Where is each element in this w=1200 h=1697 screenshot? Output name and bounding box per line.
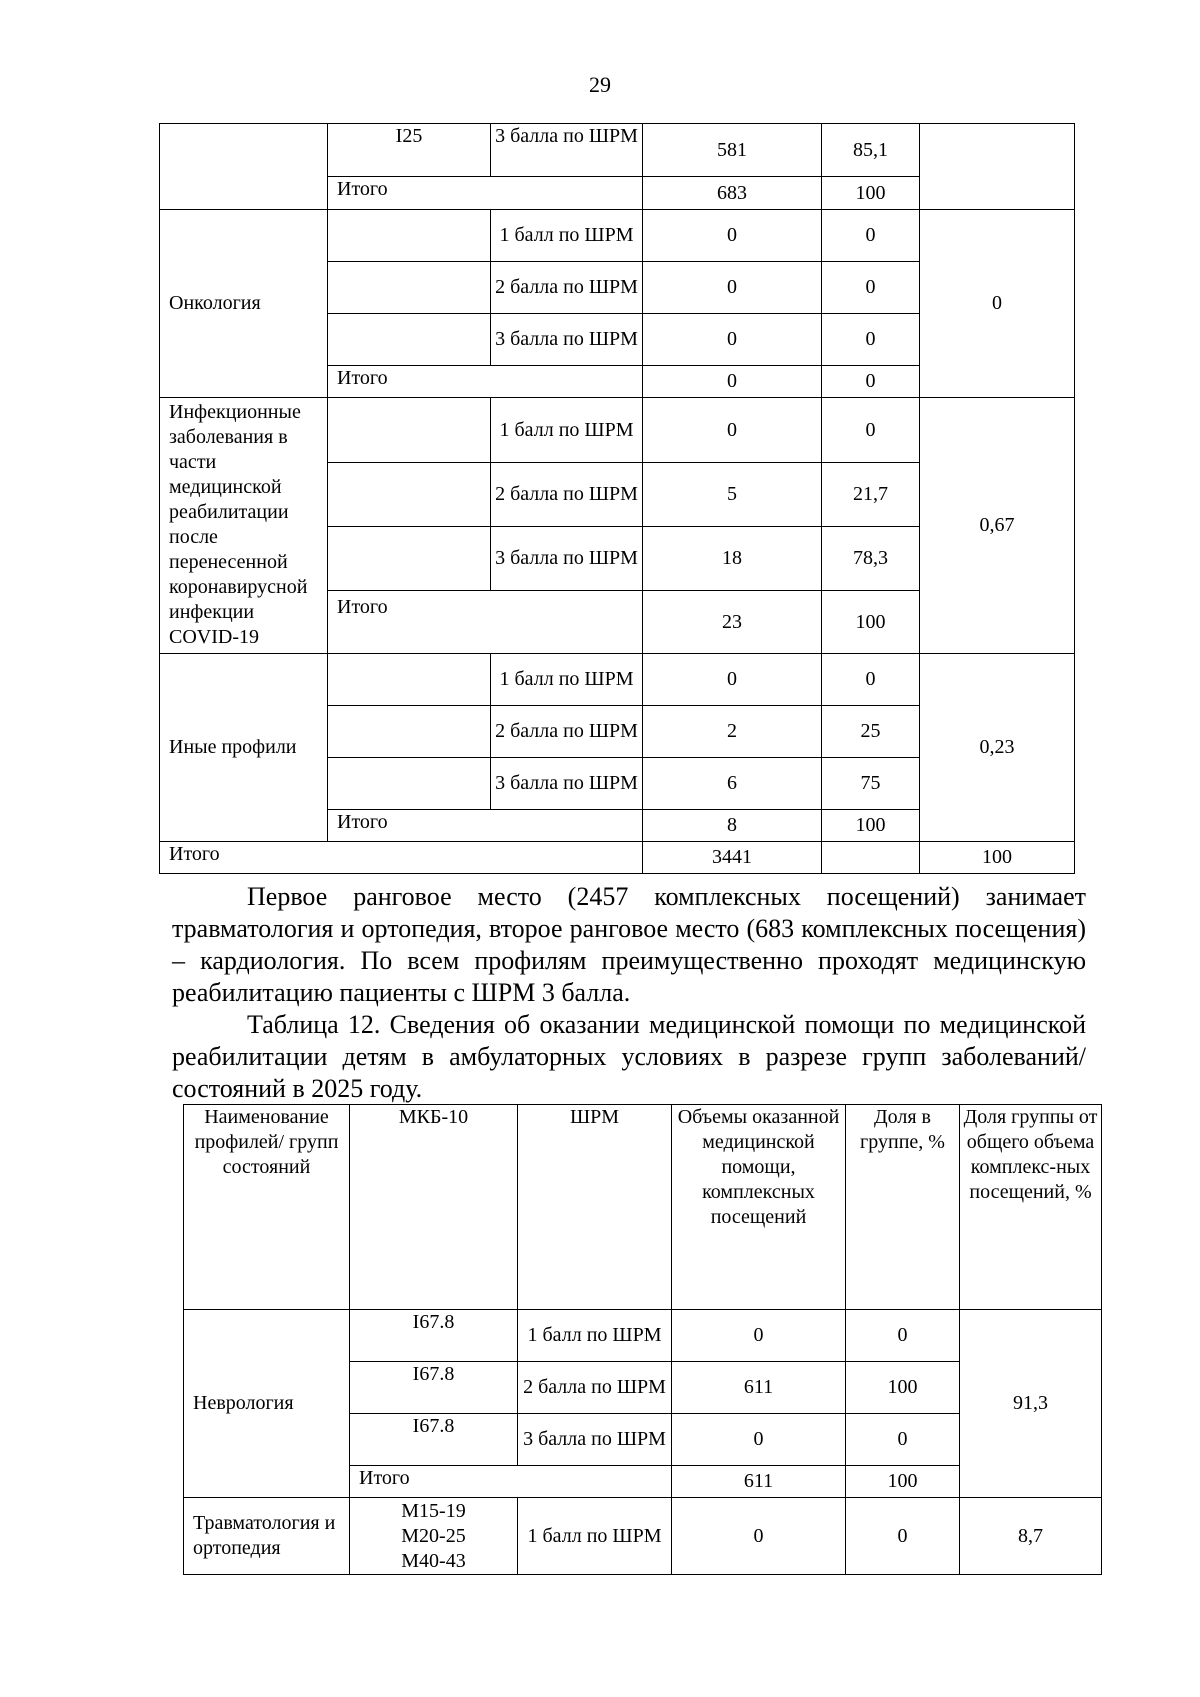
subtotal-volume: 23: [643, 591, 822, 654]
volume-cell: 0: [672, 1498, 846, 1575]
shrm-cell: 3 балла по ШРМ: [491, 124, 643, 177]
share-cell: 85,1: [822, 124, 920, 177]
volume-cell: 0: [643, 398, 822, 463]
volume-cell: 18: [643, 527, 822, 591]
subtotal-label: Итого: [328, 591, 643, 654]
header-group-share: Доля группы от общего объема комплекс-ных посещений, %: [960, 1105, 1102, 1310]
shrm-cell: 3 балла по ШРМ: [518, 1414, 672, 1466]
profile-name-oncology: Онкология: [160, 210, 328, 398]
icd-cell: [328, 210, 491, 262]
group-share-traumatology: 8,7: [960, 1498, 1102, 1575]
volume-cell: 0: [643, 654, 822, 706]
grand-total-share: [822, 842, 920, 874]
volume-cell: 0: [643, 262, 822, 314]
volume-cell: 0: [672, 1414, 846, 1466]
share-cell: 75: [822, 758, 920, 810]
volume-cell: 0: [672, 1310, 846, 1362]
shrm-cell: 1 балл по ШРМ: [518, 1498, 672, 1575]
volume-cell: 0: [643, 314, 822, 366]
icd-cell: [328, 758, 491, 810]
share-cell: 0: [822, 262, 920, 314]
icd-cell: [328, 398, 491, 463]
profile-name-neurology: Неврология: [184, 1310, 350, 1498]
grand-total-label: Итого: [160, 842, 643, 874]
shrm-cell: 3 балла по ШРМ: [491, 758, 643, 810]
icd-cell: [328, 463, 491, 527]
profile-cell-cardiology: [160, 124, 328, 177]
share-cell: 21,7: [822, 463, 920, 527]
subtotal-label: Итого: [350, 1466, 672, 1498]
share-cell: 0: [846, 1310, 960, 1362]
header-icd10: МКБ-10: [350, 1105, 518, 1310]
shrm-cell: 2 балла по ШРМ: [518, 1362, 672, 1414]
volume-cell: 2: [643, 706, 822, 758]
subtotal-label: Итого: [328, 177, 643, 210]
volume-cell: 6: [643, 758, 822, 810]
subtotal-volume: 611: [672, 1466, 846, 1498]
icd-cell: M15-19 M20-25 M40-43: [350, 1498, 518, 1575]
icd-cell: [328, 314, 491, 366]
header-share-in-group: Доля в группе, %: [846, 1105, 960, 1310]
header-shrm: ШРМ: [518, 1105, 672, 1310]
volume-cell: 5: [643, 463, 822, 527]
profile-cell-cardiology-cont: [160, 177, 328, 210]
group-share-cell: [920, 124, 1075, 210]
subtotal-volume: 8: [643, 810, 822, 842]
icd-cell: [328, 527, 491, 591]
subtotal-share: 100: [822, 177, 920, 210]
subtotal-share: 0: [822, 366, 920, 398]
grand-total-group-share: 100: [920, 842, 1075, 874]
share-cell: 0: [822, 210, 920, 262]
share-cell: 0: [822, 654, 920, 706]
shrm-cell: 2 балла по ШРМ: [491, 262, 643, 314]
group-share-other: 0,23: [920, 654, 1075, 842]
group-share-neurology: 91,3: [960, 1310, 1102, 1498]
icd-cell: I67.8: [350, 1310, 518, 1362]
shrm-cell: 3 балла по ШРМ: [491, 314, 643, 366]
icd-cell: I67.8: [350, 1362, 518, 1414]
volume-cell: 611: [672, 1362, 846, 1414]
table-12-caption: Таблица 12. Сведения об оказании медицинской помощи по медицинской реабилитации детям в амбулаторных условиях в разрезе групп заболеваний/состояний в 2025 году.: [172, 1010, 1086, 1103]
volume-cell: 581: [643, 124, 822, 177]
volume-cell: 0: [643, 210, 822, 262]
subtotal-share: 100: [822, 591, 920, 654]
grand-total-volume: 3441: [643, 842, 822, 874]
share-cell: 0: [846, 1498, 960, 1575]
icd-cell: I67.8: [350, 1414, 518, 1466]
subtotal-share: 100: [846, 1466, 960, 1498]
subtotal-volume: 683: [643, 177, 822, 210]
shrm-cell: 3 балла по ШРМ: [491, 527, 643, 591]
shrm-cell: 1 балл по ШРМ: [491, 210, 643, 262]
icd-cell: [328, 654, 491, 706]
shrm-cell: 2 балла по ШРМ: [491, 706, 643, 758]
group-share-oncology: 0: [920, 210, 1075, 398]
share-cell: 100: [846, 1362, 960, 1414]
share-cell: 0: [822, 398, 920, 463]
icd-cell: [328, 706, 491, 758]
subtotal-label: Итого: [328, 810, 643, 842]
share-cell: 0: [822, 314, 920, 366]
profile-name-traumatology: Травматология и ортопедия: [184, 1498, 350, 1575]
header-volume: Объемы оказанной медицинской помощи, комплексных посещений: [672, 1105, 846, 1310]
share-cell: 0: [846, 1414, 960, 1466]
shrm-cell: 2 балла по ШРМ: [491, 463, 643, 527]
table-12: [183, 1104, 1102, 1575]
subtotal-label: Итого: [328, 366, 643, 398]
body-text: [172, 881, 1086, 1105]
ranking-paragraph: Первое ранговое место (2457 комплексных посещений) занимает травматология и ортопедия, второе ранговое место (683 комплексных посещения) – кардиология. По всем профилям преимущественно проходят медицинскую реабилитацию пациенты с ШРМ 3 балла.: [172, 882, 1086, 1007]
shrm-cell: 1 балл по ШРМ: [491, 654, 643, 706]
shrm-cell: 1 балл по ШРМ: [491, 398, 643, 463]
group-share-infection: 0,67: [920, 398, 1075, 654]
page-number: 29: [589, 72, 611, 97]
profile-name-infection: Инфекционные заболевания в части медицинской реабилитации после перенесенной коронавирусной инфекции COVID-19: [160, 398, 328, 654]
share-cell: 78,3: [822, 527, 920, 591]
subtotal-volume: 0: [643, 366, 822, 398]
icd-cell: [328, 262, 491, 314]
icd-cell: I25: [328, 124, 491, 177]
subtotal-share: 100: [822, 810, 920, 842]
rehab-adult-table-continuation: [159, 123, 1075, 874]
share-cell: 25: [822, 706, 920, 758]
shrm-cell: 1 балл по ШРМ: [518, 1310, 672, 1362]
profile-name-other: Иные профили: [160, 654, 328, 842]
header-profile: Наименование профилей/ групп состояний: [184, 1105, 350, 1310]
